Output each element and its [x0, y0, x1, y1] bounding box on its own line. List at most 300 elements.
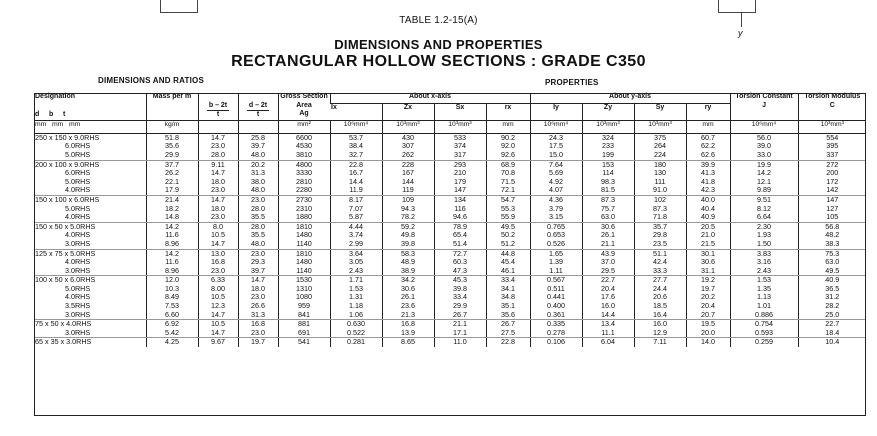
table-cell-value: 55.3 [501, 203, 515, 213]
designation-value: 150 x 100 x 6.0RHS [35, 194, 100, 204]
table-cell-value: 23.0 [251, 248, 265, 258]
cell-rx [486, 222, 530, 249]
designation-value: 5.0RHS [65, 203, 91, 213]
cell-ix [330, 276, 382, 320]
table-cell-value: 37.7 [165, 159, 179, 169]
table-cell-value: 1140 [296, 238, 312, 248]
table-cell-value: 14.4 [349, 176, 363, 186]
table-cell-value: 0.335 [547, 319, 566, 329]
table-cell-value: 105 [826, 212, 839, 222]
table-cell-value: 78.2 [401, 212, 415, 222]
cell-gross-area [278, 133, 330, 160]
table-cell-value: 14.7 [211, 132, 225, 142]
table-cell-value: 40.0 [701, 194, 716, 204]
col-ix-label: Ix [331, 104, 337, 111]
cell-designation [34, 160, 146, 195]
table-cell-value: 9.67 [211, 337, 225, 347]
col-torsion-modulus [798, 93, 866, 120]
cell-designation [34, 195, 146, 222]
designation-value: 4.0RHS [65, 257, 91, 267]
table-cell-value: 31.2 [825, 292, 840, 302]
table-cell-value: 147 [826, 194, 839, 204]
table-cell-value: 63.0 [601, 212, 616, 222]
cell-designation [34, 276, 146, 320]
table-cell-value: 27.7 [653, 275, 668, 285]
unit-ix: 10⁶mm⁴ [330, 120, 382, 133]
col-sy-label: Sy [655, 104, 665, 111]
table-cell-value: 144 [402, 176, 414, 186]
table-cell-value: 48.0 [251, 238, 265, 248]
designation-value: 3.0RHS [65, 309, 91, 319]
unit-c: 10³mm³ [798, 120, 866, 133]
cell-mass [146, 320, 198, 338]
designation-value: 250 x 150 x 9.0RHS [35, 132, 100, 142]
table-cell-value: 14.2 [757, 168, 772, 178]
cell-sy [634, 320, 686, 338]
col-group-x-axis-label: About x-axis [409, 93, 452, 100]
cell-mass [146, 222, 198, 249]
table-cell-value: 16.8 [401, 319, 415, 329]
cell-sy [634, 338, 686, 347]
table-cell-value: 1140 [296, 265, 312, 275]
table-cell-value: 28.0 [211, 149, 225, 159]
table-cell-value: 9.11 [211, 159, 225, 169]
col-iy-label: Iy [553, 104, 559, 111]
table-cell-value: 41.8 [701, 176, 716, 186]
table-cell-value: 38.0 [251, 176, 265, 186]
table-cell-value: 199 [602, 149, 615, 159]
cell-torsion-modulus [798, 276, 866, 320]
table-cell-value: 109 [402, 194, 414, 204]
table-cell-value: 14.7 [211, 168, 225, 178]
table-cell-value: 16.4 [653, 309, 668, 319]
table-cell-value: 32.7 [349, 149, 363, 159]
cell-zy [582, 249, 634, 276]
cell-d2t [238, 195, 278, 222]
unit-zy: 10³mm³ [582, 120, 634, 133]
designation-value: 4.0RHS [65, 212, 91, 222]
cell-rx [486, 320, 530, 338]
table-cell-value: 210 [454, 168, 466, 178]
table-cell-value: 33.4 [453, 292, 467, 302]
cell-ix [330, 320, 382, 338]
unit-zx: 10³mm³ [382, 120, 434, 133]
table-cell-value: 26.1 [601, 230, 616, 240]
cell-zy [582, 338, 634, 347]
col-designation-label: Designation [35, 93, 76, 100]
col-ry [686, 104, 730, 121]
cell-sx [434, 222, 486, 249]
table-cell-value: 20.7 [701, 309, 716, 319]
table-cell-value: 35.5 [251, 212, 265, 222]
table-cell-value: 12.0 [165, 275, 179, 285]
cell-ry [686, 338, 730, 347]
table-cell-value: 179 [454, 176, 466, 186]
table-cell-value: 20.4 [701, 301, 716, 311]
table-cell-value: 1080 [296, 292, 312, 302]
table-cell-value: 14.8 [165, 212, 179, 222]
table-cell-value: 14.0 [701, 337, 716, 347]
cell-gross-area [278, 160, 330, 195]
table-cell-value: 2.43 [757, 265, 772, 275]
designation-value: 3.0RHS [65, 265, 91, 275]
table-cell-value: 39.0 [757, 141, 772, 151]
table-cell-value: 30.6 [701, 257, 716, 267]
table-cell-value: 44.8 [501, 248, 515, 258]
table-cell-value: 18.0 [211, 176, 225, 186]
cell-zx [382, 195, 434, 222]
designation-value: 6.0RHS [65, 168, 91, 178]
designation-value: 100 x 50 x 6.0RHS [35, 275, 96, 285]
table-cell-value: 10.5 [211, 230, 225, 240]
cell-b2t [198, 195, 238, 222]
cell-designation [34, 222, 146, 249]
table-cell-value: 92.6 [501, 149, 515, 159]
table-cell-value: 31.3 [251, 309, 265, 319]
table-cell-value: 47.3 [453, 265, 467, 275]
col-torsion-constant-symbol: J [762, 101, 766, 109]
table-cell-value: 27.5 [501, 327, 515, 337]
table-cell-value: 39.7 [251, 141, 265, 151]
cell-zx [382, 133, 434, 160]
unit-sy: 10³mm³ [634, 120, 686, 133]
table-cell-value: 38.3 [825, 238, 840, 248]
table-cell-value: 130 [654, 168, 667, 178]
cell-iy [530, 195, 582, 222]
table-cell-value: 3.15 [549, 212, 564, 222]
cell-sy [634, 160, 686, 195]
table-cell-value: 224 [654, 149, 667, 159]
cell-ry [686, 133, 730, 160]
designation-value: 125 x 75 x 5.0RHS [35, 248, 96, 258]
table-cell-value: 30.6 [601, 221, 616, 231]
table-cell-value: 34.2 [401, 275, 415, 285]
cell-b2t [198, 160, 238, 195]
cell-ry [686, 320, 730, 338]
table-cell-value: 4.07 [549, 185, 564, 195]
table-cell-value: 1.39 [549, 257, 564, 267]
col-b2t [198, 93, 238, 120]
table-cell-value: 19.9 [757, 159, 772, 169]
page-subtitle: RECTANGULAR HOLLOW SECTIONS : GRADE C350 [231, 53, 646, 70]
table-cell-value: 13.0 [211, 248, 225, 258]
table-cell-value: 26.7 [453, 309, 467, 319]
unit-gross: mm² [278, 120, 330, 133]
cell-zx [382, 160, 434, 195]
table-cell-value: 4.44 [349, 221, 363, 231]
table-cell-value: 0.400 [547, 301, 566, 311]
table-cell-value: 56.0 [757, 132, 772, 142]
col-torsion-modulus-symbol: C [829, 101, 835, 109]
cell-iy [530, 222, 582, 249]
table-cell-value: 40.4 [701, 203, 716, 213]
table-cell-value: 11.6 [165, 230, 179, 240]
table-cell-value: 39.9 [701, 159, 716, 169]
table-cell-value: 2.43 [349, 265, 363, 275]
col-zy [582, 104, 634, 121]
table-cell-value: 8.49 [165, 292, 179, 302]
table-cell-value: 41.3 [701, 168, 716, 178]
table-cell-value: 841 [298, 309, 310, 319]
cell-b2t [198, 249, 238, 276]
col-mass-label: Mass per m [152, 93, 192, 100]
table-cell-value: 35.6 [501, 309, 515, 319]
cell-gross-area [278, 222, 330, 249]
table-cell-value: 2310 [296, 203, 312, 213]
table-cell-value: 62.6 [701, 149, 716, 159]
table-row-group [34, 320, 866, 338]
table-cell-value: 1530 [296, 275, 312, 285]
table-cell-value: 22.8 [501, 337, 515, 347]
table-cell-value: 60.3 [453, 257, 467, 267]
table-cell-value: 17.1 [453, 327, 467, 337]
table-cell-value: 4.36 [549, 194, 564, 204]
cell-torsion-modulus [798, 133, 866, 160]
table-cell-value: 20.2 [251, 159, 265, 169]
table-cell-value: 38.9 [401, 265, 415, 275]
table-cell-value: 3.74 [349, 230, 363, 240]
cell-ix [330, 160, 382, 195]
table-cell-value: 6600 [296, 132, 312, 142]
cell-iy [530, 249, 582, 276]
table-cell-value: 13.4 [601, 319, 616, 329]
table-cell-value: 6.60 [165, 309, 179, 319]
table-cell-value: 7.64 [549, 159, 564, 169]
table-cell-value: 62.2 [701, 141, 716, 151]
col-rx-label: rx [504, 104, 512, 111]
unit-iy: 10⁶mm⁴ [530, 120, 582, 133]
designation-value: 5.0RHS [65, 283, 91, 293]
table-cell-value: 1.53 [349, 283, 363, 293]
table-cell-value: 167 [402, 168, 414, 178]
cell-sx [434, 133, 486, 160]
table-cell-value: 127 [826, 203, 839, 213]
col-group-x-axis [330, 93, 530, 104]
unit-ry: mm [686, 120, 730, 133]
table-cell-value: 58.3 [401, 248, 415, 258]
table-cell-value: 0.593 [755, 327, 774, 337]
cell-zy [582, 133, 634, 160]
col-iy [530, 104, 582, 121]
table-cell-value: 34.8 [501, 292, 515, 302]
table-cell-value: 28.0 [251, 203, 265, 213]
designation-value: 65 x 35 x 3.0RHS [35, 337, 92, 347]
table-cell-value: 17.6 [601, 292, 616, 302]
table-cell-value: 11.0 [453, 337, 467, 347]
col-sx [434, 104, 486, 121]
cell-iy [530, 133, 582, 160]
table-cell-value: 68.9 [501, 159, 515, 169]
table-cell-value: 70.8 [501, 168, 515, 178]
table-cell-value: 21.4 [165, 194, 179, 204]
cell-d2t [238, 338, 278, 347]
table-cell-value: 1.65 [549, 248, 564, 258]
cell-torsion-modulus [798, 160, 866, 195]
table-cell-value: 0.281 [347, 337, 365, 347]
cell-zx [382, 320, 434, 338]
table-cell-value: 1.18 [349, 301, 363, 311]
table-cell-value: 39.7 [251, 265, 265, 275]
cell-gross-area [278, 276, 330, 320]
cell-zy [582, 222, 634, 249]
table-cell-value: 13.9 [401, 327, 415, 337]
table-cell-value: 17.5 [549, 141, 564, 151]
table-cell-value: 51.4 [453, 238, 467, 248]
cell-sx [434, 320, 486, 338]
table-cell-value: 11.6 [165, 257, 179, 267]
table-row-group [34, 133, 866, 160]
table-cell-value: 29.3 [251, 257, 265, 267]
table-cell-value: 29.5 [601, 265, 616, 275]
table-cell-value: 20.6 [653, 292, 668, 302]
table-cell-value: 21.1 [601, 238, 616, 248]
cell-d2t [238, 249, 278, 276]
table-cell-value: 98.3 [601, 176, 616, 186]
table-cell-value: 430 [402, 132, 414, 142]
table-cell-value: 264 [654, 141, 667, 151]
table-cell-value: 3.83 [757, 248, 772, 258]
cell-torsion-constant [730, 133, 798, 160]
cell-sx [434, 276, 486, 320]
col-zy-label: Zy [603, 104, 613, 111]
col-group-y-axis-label: About y-axis [609, 93, 652, 100]
table-cell-value: 23.0 [211, 185, 225, 195]
table-cell-value: 6.33 [211, 275, 225, 285]
table-cell-value: 26.2 [165, 168, 179, 178]
table-cell-value: 48.9 [401, 257, 415, 267]
cell-designation [34, 320, 146, 338]
cell-rx [486, 276, 530, 320]
section-sketch-left [160, 0, 198, 13]
cell-ry [686, 222, 730, 249]
table-cell-value: 134 [454, 194, 466, 204]
table-cell-value: 1310 [296, 283, 312, 293]
cell-sy [634, 249, 686, 276]
table-cell-value: 34.1 [501, 283, 515, 293]
table-cell-value: 20.2 [701, 292, 716, 302]
table-cell-value: 19.7 [251, 337, 265, 347]
table-cell-value: 102 [654, 194, 667, 204]
table-row-group [34, 222, 866, 249]
table-cell-value: 78.9 [453, 221, 467, 231]
table-cell-value: 90.2 [501, 132, 515, 142]
table-cell-value: 1.93 [757, 230, 772, 240]
table-cell-value: 35.5 [251, 230, 265, 240]
table-cell-value: 12.3 [211, 301, 225, 311]
table-cell-value: 71.5 [501, 176, 515, 186]
table-cell-value: 375 [654, 132, 667, 142]
table-cell-value: 172 [826, 176, 839, 186]
table-cell-value: 2.30 [757, 221, 772, 231]
table-cell-value: 2810 [296, 176, 312, 186]
table-cell-value: 6.92 [165, 319, 179, 329]
table-cell-value: 51.2 [501, 238, 515, 248]
table-cell-value: 49.8 [401, 230, 415, 240]
col-gross-area-symbol: Ag [299, 110, 309, 118]
cell-gross-area [278, 249, 330, 276]
col-mass [146, 93, 198, 120]
unit-b2t [198, 120, 238, 133]
table-cell-value: 20.0 [701, 327, 716, 337]
table-cell-value: 0.441 [547, 292, 566, 302]
table-cell-value: 1.31 [349, 292, 363, 302]
table-row-group [34, 276, 866, 320]
col-designation-dims: d b t [35, 111, 66, 119]
table-cell-value: 18.2 [165, 203, 179, 213]
table-cell-value: 81.5 [601, 185, 616, 195]
cell-torsion-constant [730, 320, 798, 338]
table-cell-value: 3330 [296, 168, 312, 178]
table-cell-value: 45.4 [501, 257, 515, 267]
table-cell-value: 18.0 [211, 203, 225, 213]
table-cell-value: 39.8 [453, 283, 467, 293]
table-cell-value: 33.0 [757, 149, 772, 159]
table-cell-value: 31.3 [251, 168, 265, 178]
table-cell-value: 36.5 [825, 283, 840, 293]
table-cell-value: 35.7 [653, 221, 668, 231]
table-cell-value: 59.2 [401, 221, 415, 231]
table-cell-value: 8.96 [165, 238, 179, 248]
cell-ry [686, 160, 730, 195]
table-cell-value: 29.9 [165, 149, 179, 159]
table-cell-value: 55.9 [501, 212, 515, 222]
table-cell-value: 16.7 [349, 168, 363, 178]
cell-b2t [198, 133, 238, 160]
table-cell-value: 18.0 [251, 283, 265, 293]
table-cell-value: 22.1 [165, 176, 179, 186]
table-cell-value: 29.8 [653, 230, 668, 240]
designation-value: 5.0RHS [65, 149, 91, 159]
table-cell-value: 4800 [296, 159, 312, 169]
table-cell-value: 22.7 [601, 275, 616, 285]
table-cell-value: 19.2 [701, 275, 716, 285]
table-cell-value: 21.5 [701, 238, 716, 248]
col-zx-label: Zx [403, 104, 413, 111]
table-cell-value: 30.1 [701, 248, 716, 258]
table-cell-value: 147 [454, 185, 466, 195]
cell-torsion-modulus [798, 320, 866, 338]
table-row-group [34, 338, 866, 347]
table-cell-value: 272 [826, 159, 839, 169]
col-d2t-denominator: t [256, 111, 260, 119]
table-cell-value: 31.1 [701, 265, 716, 275]
table-cell-value: 0.567 [547, 275, 566, 285]
table-cell-value: 16.0 [653, 319, 668, 329]
table-cell-value: 18.5 [653, 301, 668, 311]
cell-torsion-constant [730, 276, 798, 320]
table-cell-value: 7.53 [165, 301, 179, 311]
designation-value: 200 x 100 x 9.0RHS [35, 159, 100, 169]
table-cell-value: 114 [602, 168, 614, 178]
cell-torsion-modulus [798, 195, 866, 222]
cell-ix [330, 249, 382, 276]
cell-zx [382, 222, 434, 249]
cell-rx [486, 195, 530, 222]
col-sy [634, 104, 686, 121]
table-cell-value: 75.3 [825, 248, 840, 258]
table-cell-value: 39.8 [401, 238, 415, 248]
designation-value: 6.0RHS [65, 141, 91, 151]
table-cell-value: 0.106 [547, 337, 566, 347]
table-cell-value: 42.4 [653, 257, 668, 267]
cell-mass [146, 160, 198, 195]
cell-rx [486, 133, 530, 160]
table-cell-value: 23.0 [211, 265, 225, 275]
cell-mass [146, 195, 198, 222]
table-cell-value: 30.6 [401, 283, 415, 293]
table-cell-value: 21.0 [701, 230, 716, 240]
table-cell-value: 200 [826, 168, 839, 178]
